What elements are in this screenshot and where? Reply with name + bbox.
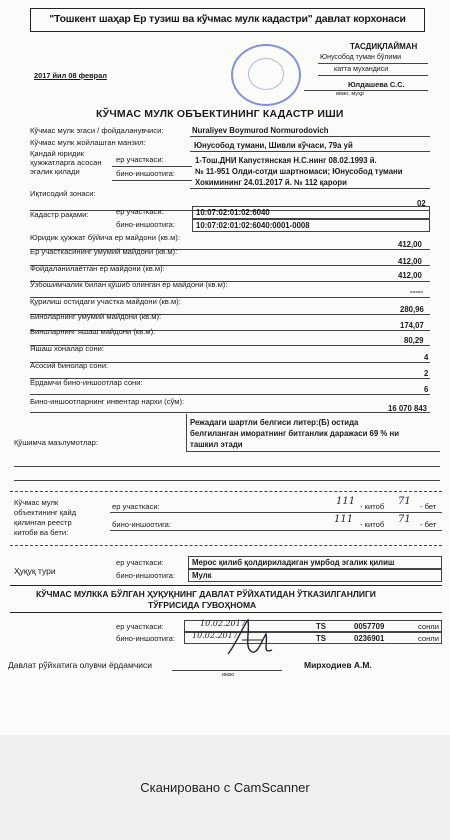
certificate-land-series: TS [316, 622, 326, 631]
legal-basis-value-1: 1-Тош.ДНИ Капустянская Н.С.нинг 08.02.1993 й. [195, 156, 377, 165]
row-label: Яшаш хоналар сони: [30, 344, 104, 353]
row-label: Бино-иншоотларнинг инвентар нархи (сўм): [30, 397, 185, 406]
registrar-name: Мирходиев А.М. [304, 660, 372, 670]
economic-zone-value: 02 [417, 199, 426, 208]
certificate-land-number: 0057709 [354, 622, 385, 631]
row-value: ----- [410, 287, 423, 296]
approve-sublabel: имзо, муҳр [336, 91, 364, 97]
document-date: 2017 йил 08 феврал [34, 71, 107, 80]
legal-basis-label-1: Қандай юридик [30, 149, 85, 158]
row-label: Ёрдамчи бино-иншоотлар сони: [30, 378, 143, 387]
legal-basis-label-3: эгалик қилади [30, 167, 80, 176]
row-value: 2 [424, 369, 429, 378]
row-label: Юридик ҳужжат бўйича ер майдони (кв.м): [30, 233, 180, 242]
legal-basis-value-3: Хокимининг 24.01.2017 й. № 112 қарори [195, 178, 347, 187]
document-title: КЎЧМАС МУЛК ОБЪЕКТИНИНГ КАДАСТР ИШИ [96, 108, 344, 120]
row-value: 412,00 [398, 240, 422, 249]
registry-building-page: 71 [398, 514, 411, 525]
row-label: Ер участкасининг умумий майдони (кв.м): [30, 247, 178, 256]
row-label: Қурилиш остидаги участка майдони (кв.м): [30, 297, 181, 306]
certificate-title-1: КЎЧМАС МУЛККА БЎЛГАН ҲУҚУҚНИНГ ДАВЛАТ РЎЙХАТИДАН ЎТКАЗИЛГАНЛИГИ [36, 589, 376, 599]
address-value: Юнусобод тумани, Шивли кўчаси, 79а уй [194, 141, 353, 150]
row-label: Ўзбошимчалик билан қўшиб олинган ер майдони (кв.м): [30, 280, 228, 289]
row-value: 174,07 [400, 321, 424, 330]
right-building-label: бино-иншоотига: [116, 571, 175, 580]
certificate-land-date: 10.02.2017 [200, 619, 246, 628]
cadastre-land-value: 10:07:02:01:02:6040 [196, 208, 270, 217]
extra-info-value-1: Режадаги шартли белгиси литер:(Б) остида [190, 418, 359, 427]
certificate-unit-1: сонли [418, 622, 439, 631]
registry-label-3: қилинган реестр [14, 518, 72, 527]
row-value: 6 [424, 385, 429, 394]
cadastre-building-value: 10:07:02:01:02:6040:0001-0008 [196, 221, 310, 230]
scanner-footer: Сканировано с CamScanner [140, 780, 310, 795]
approve-line-2: катта мухандиси [334, 66, 389, 73]
extra-info-value-2: белгиланган иморатнинг битганлик даражаси 69 % ни [190, 429, 399, 438]
signature-sublabel: имзо [222, 672, 235, 678]
row-label: Биноларнинг умумий майдони (кв.м): [30, 312, 162, 321]
right-building-value: Мулк [192, 571, 212, 580]
row-value: 412,00 [398, 271, 422, 280]
address-label: Кўчмас мулк жойлашган манзил: [30, 138, 146, 147]
cadastre-label: Кадастр рақами: [30, 210, 89, 219]
approve-title: ТАСДИҚЛАЙМАН [350, 42, 418, 51]
registry-land-label: ер участкаси: [112, 502, 160, 511]
registry-building-book: 111 [334, 514, 354, 525]
approve-line-1: Юнусобод туман бўлими [320, 54, 402, 61]
legal-land-label: ер участкаси: [116, 155, 164, 164]
legal-basis-value-2: № 11-951 Олди-сотди шартномаси; Юнусобод тумани [195, 167, 403, 176]
registry-book-label-2: - китоб [360, 520, 385, 529]
registry-book-label-1: - китоб [360, 502, 385, 511]
registry-page-label-2: - бет [420, 520, 437, 529]
certificate-building-series: TS [316, 634, 326, 643]
legal-building-label: бино-иншоотига: [116, 169, 175, 178]
right-type-label: Ҳуқуқ тури [14, 566, 56, 576]
owner-label: Кўчмас мулк эгаси / фойдаланувчиси: [30, 126, 164, 135]
organization-header: "Тошкент шаҳар Ер тузиш ва кўчмас мулк кадастри" давлат корхонаси [30, 8, 425, 32]
extra-info-label: Қўшимча маълумотлар: [14, 438, 98, 447]
registry-label-4: китоби ва бети: [14, 528, 69, 537]
registry-label-2: объектининг қайд [14, 508, 77, 517]
registry-land-page: 71 [398, 496, 411, 507]
legal-basis-label-2: ҳужжатларга асосан [30, 158, 102, 167]
row-value: 412,00 [398, 257, 422, 266]
signature-mark [222, 614, 282, 662]
extra-info-value-3: ташкил этади [190, 440, 243, 449]
certificate-land-label: ер участкаси: [116, 622, 164, 631]
certificate-building-number: 0236901 [354, 634, 385, 643]
cadastre-building-label: бино-иншоотига: [116, 220, 175, 229]
cadastre-land-label: ер участкаси: [116, 207, 164, 216]
row-label: Асосий бинолар сони: [30, 361, 109, 370]
right-land-label: ер участкаси: [116, 558, 164, 567]
certificate-building-date: 10.02.2017 [192, 631, 238, 640]
right-land-value: Мерос қилиб қолдириладиган умрбод эгалик қилиш [192, 558, 395, 567]
registry-land-book: 111 [336, 496, 356, 507]
row-label: Биноларнинг яшаш майдони (кв.м): [30, 327, 156, 336]
economic-zone-label: Иқтисодий зонаси: [30, 189, 96, 198]
registry-page-label-1: - бет [420, 502, 437, 511]
registrar-label: Давлат рўйхатига олувчи ёрдамчиси [8, 660, 153, 670]
row-value: 80,29 [404, 336, 424, 345]
approve-name: Юлдашева С.С. [348, 80, 405, 89]
row-value: 4 [424, 353, 429, 362]
stamp-inner-ring [248, 58, 284, 90]
certificate-unit-2: сонли [418, 634, 439, 643]
certificate-building-label: бино-иншоотига: [116, 634, 175, 643]
registry-label-1: Кўчмас мулк [14, 498, 59, 507]
row-value: 16 070 843 [388, 404, 428, 413]
certificate-title-2: ТЎҒРИСИДА ГУВОҲНОМА [148, 600, 257, 610]
row-label: Фойдаланилаётган ер майдони (кв.м): [30, 264, 165, 273]
owner-value: Nuraliyev Boymurod Normurodovich [192, 126, 329, 135]
registry-building-label: бино-иншоотига: [112, 520, 171, 529]
row-value: 280,96 [400, 305, 424, 314]
